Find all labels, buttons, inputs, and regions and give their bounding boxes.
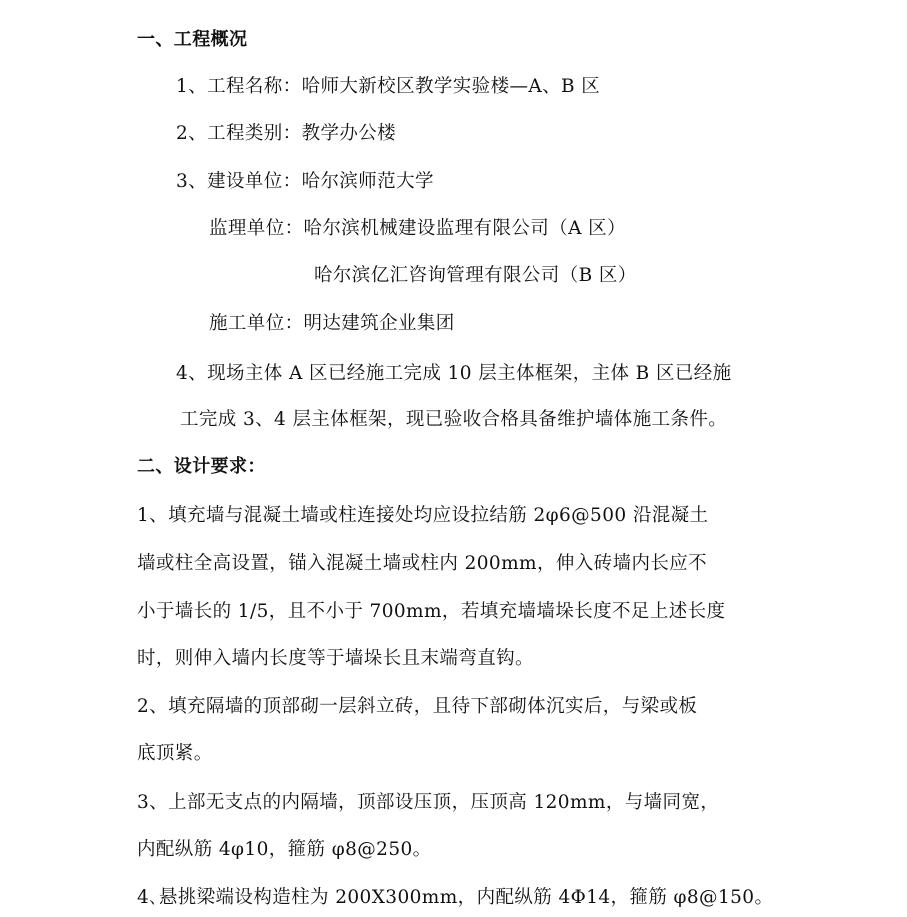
requirement-1-line-1: 1、填充墙与混凝土墙或柱连接处均应设拉结筋 2φ6@500 沿混凝土 xyxy=(137,505,709,526)
requirement-1-line-3: 小于墙长的 1/5，且不小于 700mm，若填充墙墙垛长度不足上述长度 xyxy=(137,601,726,622)
site-status-line-1: 4、现场主体 A 区已经施工完成 10 层主体框架，主体 B 区已经施 xyxy=(176,363,732,384)
requirement-2-line-2: 底顶紧。 xyxy=(137,743,213,764)
project-name-line: 1、工程名称：哈师大新校区教学实验楼—A、B 区 xyxy=(176,76,601,97)
requirement-2-line-1: 2、填充隔墙的顶部砌一层斜立砖，且待下部砌体沉实后，与梁或板 xyxy=(137,696,698,717)
requirement-3-line-2: 内配纵筋 4φ10，箍筋 φ8@250。 xyxy=(137,839,432,860)
project-type-line: 2、工程类别：教学办公楼 xyxy=(176,123,397,144)
section-heading-design: 二、设计要求： xyxy=(137,456,266,477)
site-status-line-2: 工完成 3、4 层主体框架，现已验收合格具备维护墙体施工条件。 xyxy=(180,409,728,430)
requirement-3-line-1: 3、上部无支点的内隔墙，顶部设压顶，压顶高 120mm，与墙同宽， xyxy=(137,792,720,813)
supervisor-b-line: 哈尔滨亿汇咨询管理有限公司（B 区） xyxy=(314,265,637,286)
supervisor-a-line: 监理单位：哈尔滨机械建设监理有限公司（A 区） xyxy=(209,218,626,239)
client-line: 3、建设单位：哈尔滨师范大学 xyxy=(176,171,434,192)
requirement-4-line-1: 4､悬挑梁端设构造柱为 200X300mm，内配纵筋 4Φ14，箍筋 φ8@150。 xyxy=(137,887,774,908)
requirement-1-line-2: 墙或柱全高设置，锚入混凝土墙或柱内 200mm，伸入砖墙内长应不 xyxy=(137,553,708,574)
section-heading-overview: 一、工程概况 xyxy=(137,29,248,50)
requirement-1-line-4: 时，则伸入墙内长度等于墙垛长且末端弯直钩。 xyxy=(137,648,534,669)
contractor-line: 施工单位：明达建筑企业集团 xyxy=(209,313,455,334)
